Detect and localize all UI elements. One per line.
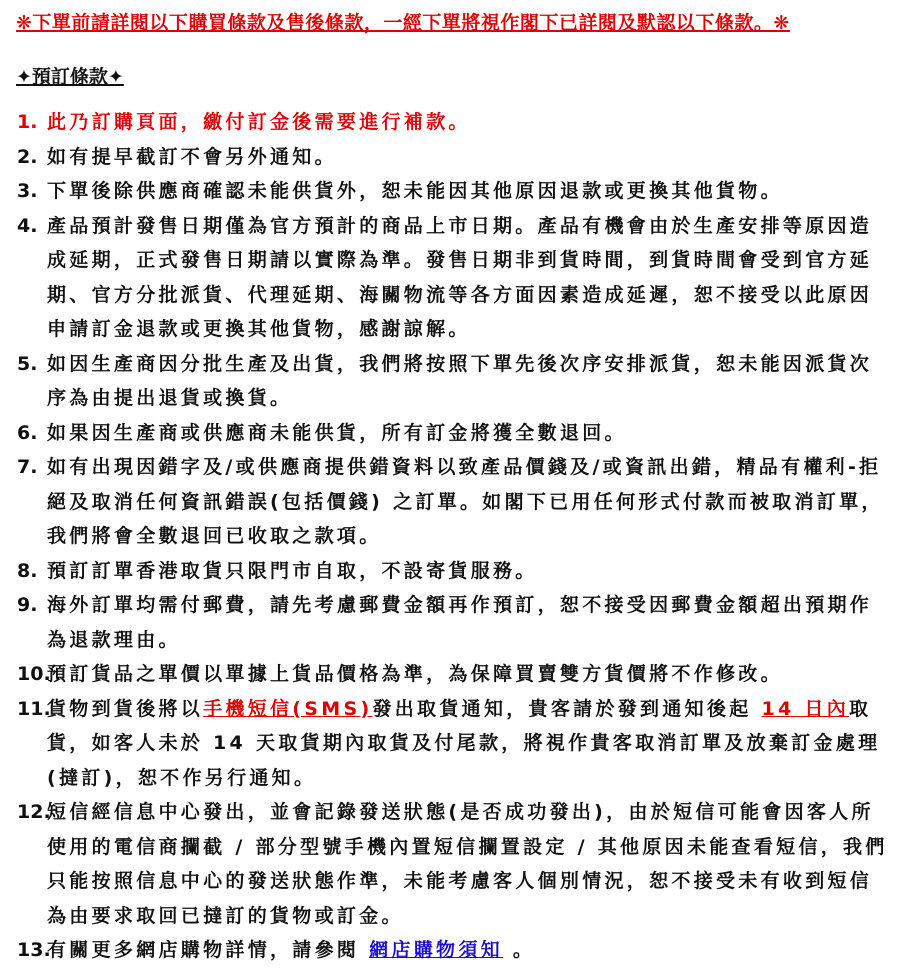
purchase-notice: ❋下單前請詳閱以下購買條款及售後條款，一經下單將視作閣下已詳閱及默認以下條款。❋	[16, 12, 790, 34]
item-number: 9.	[17, 594, 38, 616]
list-item	[0, 105, 890, 140]
item-text: 發出取貨通知，貴客請於發到通知後起	[372, 697, 762, 720]
item-number: 11.	[17, 697, 51, 720]
item-number: 10.	[17, 663, 51, 685]
terms-list	[0, 105, 890, 968]
list-item	[0, 450, 890, 554]
item-number: 1.	[17, 111, 38, 133]
list-item	[0, 588, 890, 657]
list-item	[0, 209, 890, 347]
list-item	[0, 416, 890, 451]
item-text: 海外訂單均需付郵費，請先考慮郵費金額再作預訂，恕不接受因郵費金額超出預期作為退款理由。	[47, 594, 873, 651]
item-text: 如果因生產商或供應商未能供貨，所有訂金將獲全數退回。	[47, 421, 627, 444]
item-text: 此乃訂購頁面，繳付訂金後需要進行補款。	[47, 111, 471, 133]
item-number: 2.	[17, 145, 38, 168]
list-item	[0, 140, 890, 175]
item-number: 5.	[17, 352, 38, 375]
list-item	[0, 692, 890, 796]
item-text: 短信經信息中心發出，並會記錄發送狀態(是否成功發出)，由於短信可能會因客人所使用的電信商攔截 / 部分型號手機內置短信攔置設定 / 其他原因未能查看短信，我們只能按照信息中心的發送狀態作準，未能考慮客人個別情況，恕不接受未有收到短信為由要求取回已撻訂的貨物或訂金。	[47, 801, 888, 927]
list-item	[0, 347, 890, 416]
list-item	[0, 174, 890, 209]
item-text: 有關更多網店購物詳情，請參閱	[47, 939, 370, 961]
list-item	[0, 657, 890, 692]
item-number: 7.	[17, 456, 38, 478]
item-number: 8.	[17, 559, 38, 582]
item-text: 。	[502, 939, 536, 961]
list-item	[0, 795, 890, 933]
list-item	[0, 933, 890, 968]
item-text: 如有提早截訂不會另外通知。	[47, 145, 337, 168]
section-heading: ✦預訂條款✦	[16, 66, 124, 88]
days-highlight: 14 日內	[761, 697, 850, 720]
item-text: 預訂訂單香港取貨只限門市自取，不設寄貨服務。	[47, 559, 538, 582]
item-number: 12.	[17, 801, 51, 823]
item-text: 預訂貨品之單價以單據上貨品價格為準，為保障買賣雙方貨價將不作修改。	[47, 663, 783, 685]
item-number: 13.	[17, 939, 51, 961]
item-text: 如因生產商因分批生產及出貨，我們將按照下單先後次序安排派貨，恕未能因派貨次序為由提出退貨或換貨。	[47, 352, 873, 409]
item-text: 產品預計發售日期僅為官方預計的商品上市日期。產品有機會由於生產安排等原因造成延期，正式發售日期請以實際為準。發售日期非到貨時間，到貨時間會受到官方延期、官方分批派貨、代理延期、海關物流等各方面因素造成延遲，恕不接受以此原因申請訂金退款或更換其他貨物，感謝諒解。	[47, 214, 873, 340]
item-number: 6.	[17, 421, 38, 444]
shopping-guide-link[interactable]: 網店購物須知	[369, 939, 503, 961]
list-item	[0, 554, 890, 589]
item-number: 4.	[17, 214, 38, 237]
item-text: 如有出現因錯字及/或供應商提供錯資料以致產品價錢及/或資訊出錯，精品有權利-拒絕及取消任何資訊錯誤(包括價錢) 之訂單。如閣下已用任何形式付款而被取消訂單，我們將會全數退回已收取之款項。	[47, 456, 884, 547]
item-number: 3.	[17, 180, 38, 202]
item-text: 取貨，如客人未於 14 天取貨期內取貨及付尾款，將視作貴客取消訂單及放棄訂金處理(撻訂)，恕不作另行通知。	[47, 697, 881, 789]
sms-highlight: 手機短信(SMS)	[203, 697, 373, 720]
item-text: 貨物到貨後將以	[47, 697, 204, 720]
item-text: 下單後除供應商確認未能供貨外，恕未能因其他原因退款或更換其他貨物。	[47, 180, 783, 202]
